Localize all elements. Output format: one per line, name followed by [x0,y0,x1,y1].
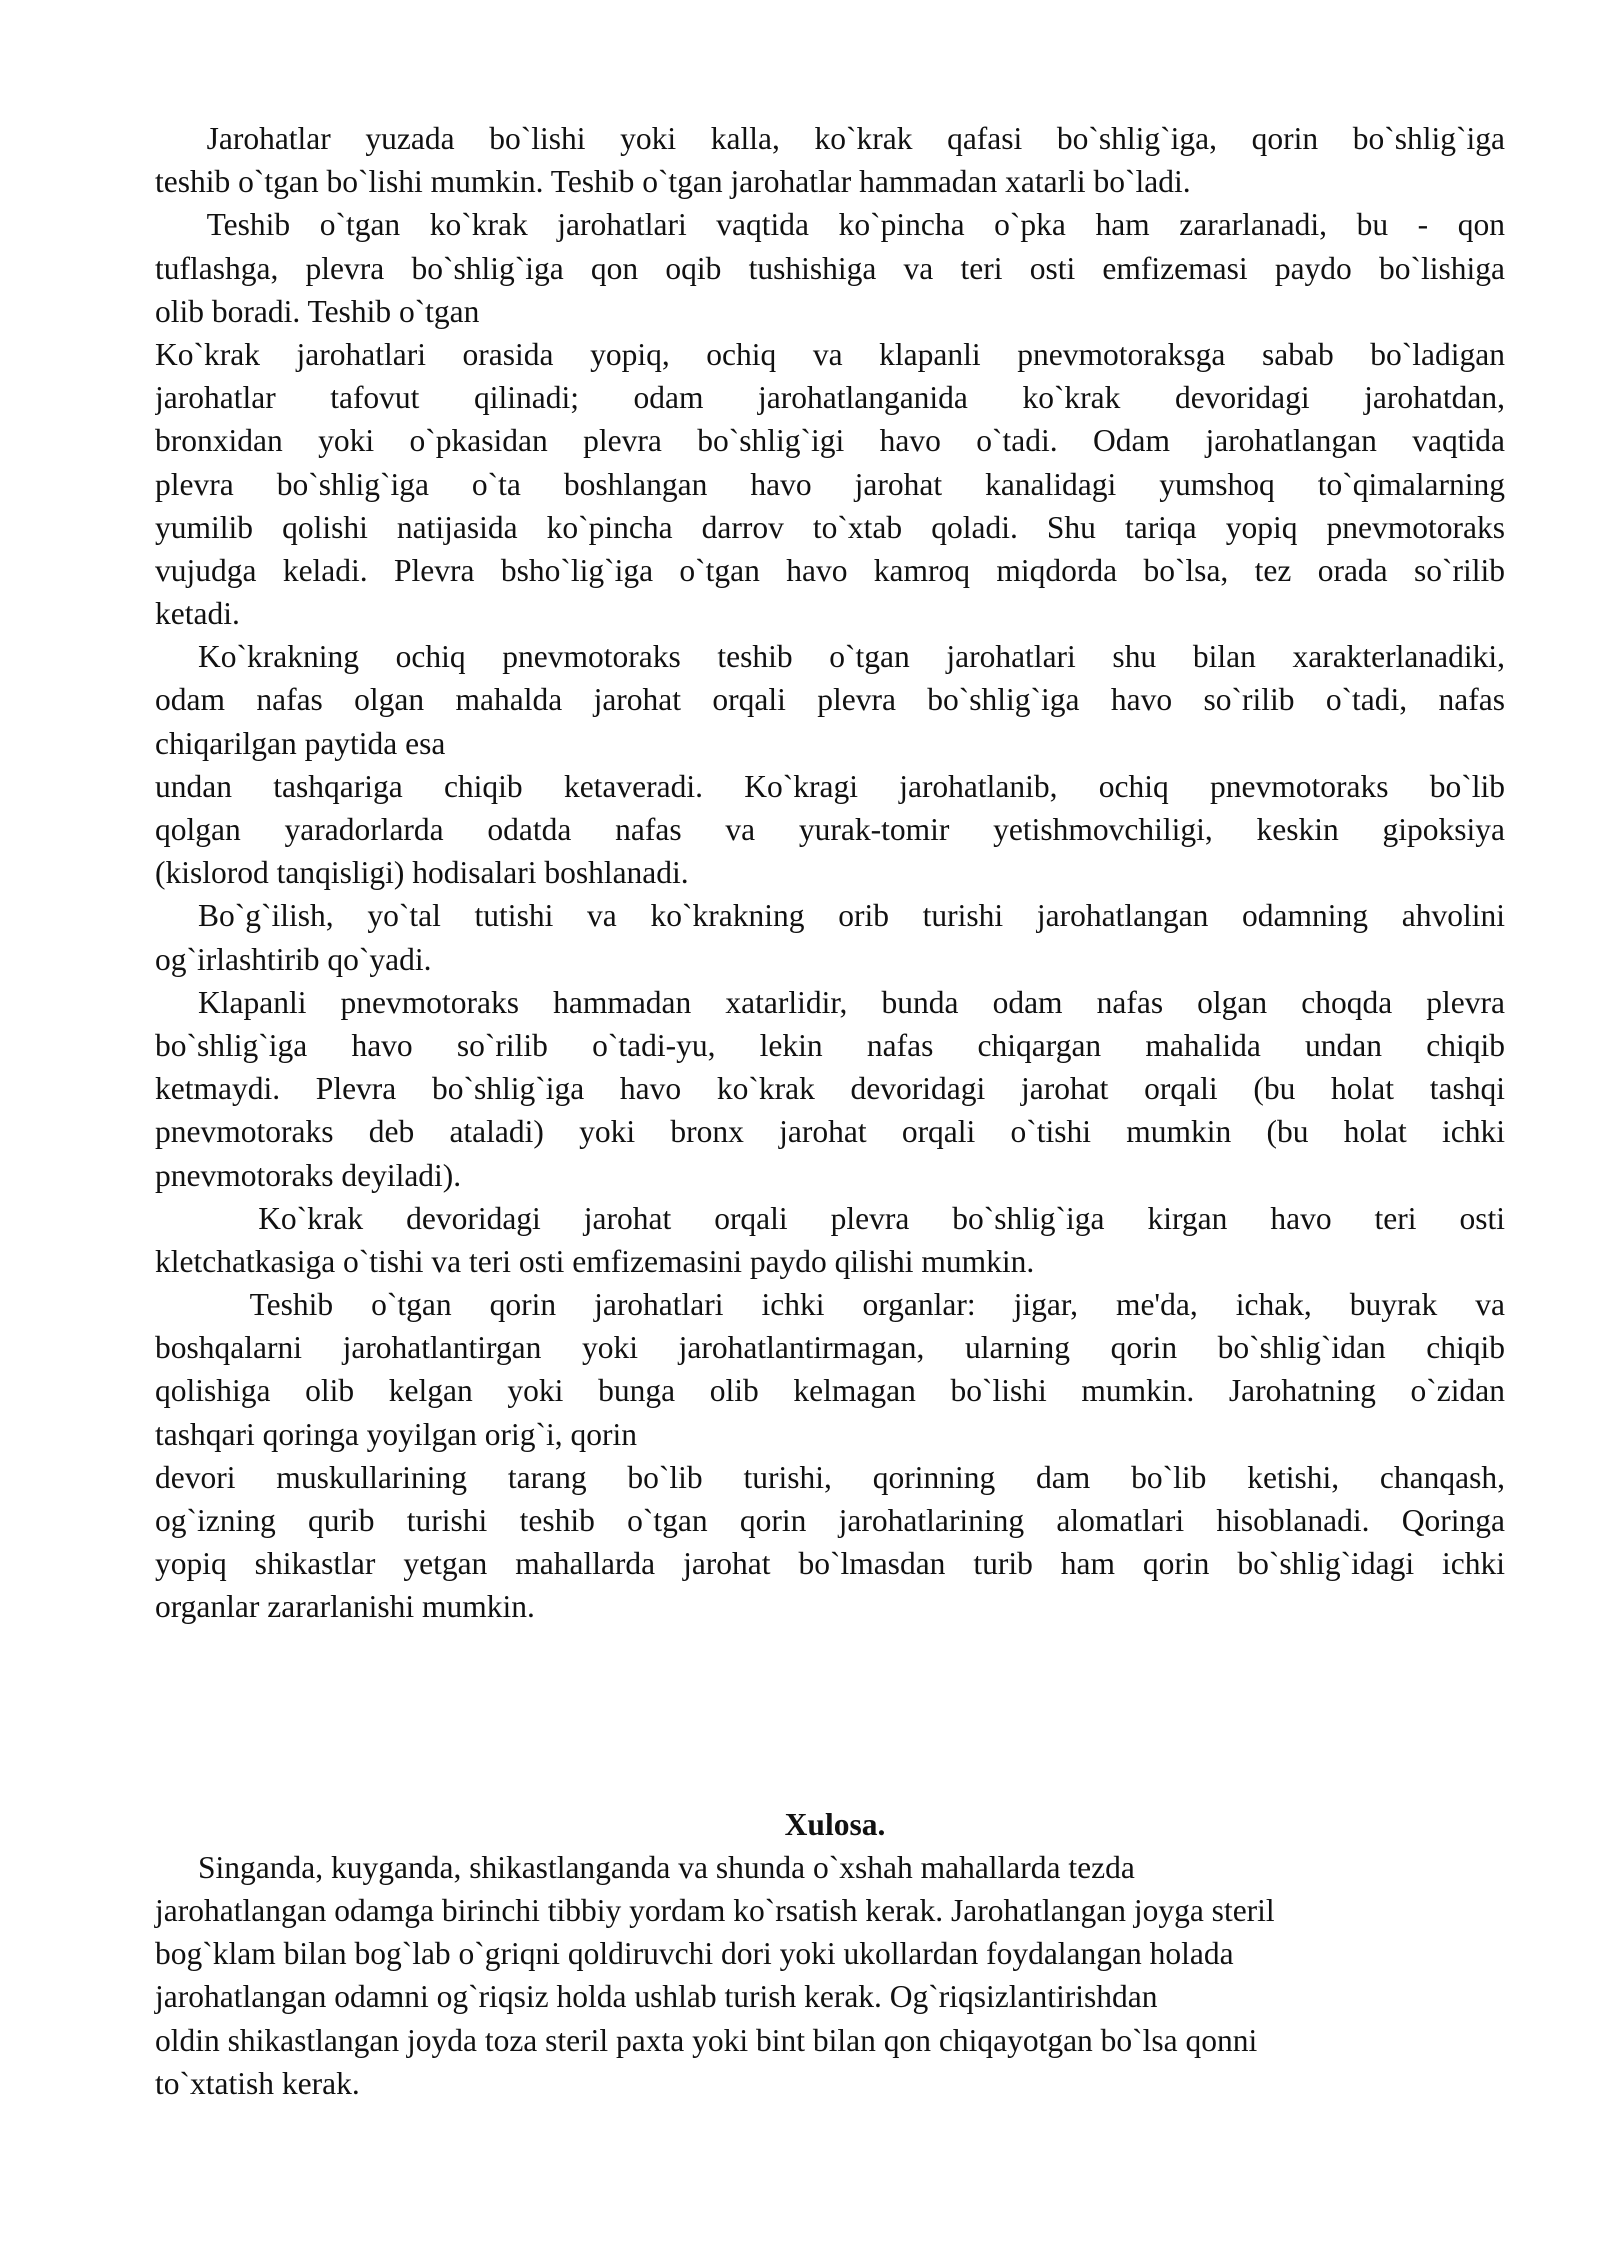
conclusion-line: Singanda, kuyganda, shikastlanganda va shunda o`xshah mahallarda tezda [198,1849,1135,1885]
text-line: tuflashga, plevra bo`shlig`iga qon oqib tushishiga va teri osti emfizemasi paydo bo`lishiga [155,250,1505,286]
text-line: olib boradi. Teshib o`tgan [155,293,480,329]
text-line: tashqari qoringa yoyilgan orig`i, qorin [155,1416,638,1452]
text-line: devori muskullarining tarang bo`lib turishi, qorinning dam bo`lib ketishi, chanqash, [155,1459,1505,1495]
text-line: Teshib o`tgan qorin jarohatlari ichki organlar: jigar, me'da, ichak, buyrak va [249,1287,1505,1323]
text-line: Jarohatlar yuzada bo`lishi yoki kalla, ko`krak qafasi bo`shlig`iga, qorin bo`shlig`iga [206,121,1505,156]
text-line: plevra bo`shlig`iga o`ta boshlangan havo jarohat kanalidagi yumshoq to`qimalarning [155,466,1505,502]
text-line: pnevmotoraks deyiladi). [155,1157,462,1193]
text-line: organlar zararlanishi mumkin. [155,1589,535,1625]
document-page [155,117,1505,2105]
text-line: yopiq shikastlar yetgan mahallarda jarohat bo`lmasdan turib ham qorin bo`shlig`idagi ichki [155,1546,1505,1582]
conclusion-line: jarohatlangan odamni og`riqsiz holda ushlab turish kerak. Og`riqsizlantirishdan [155,1979,1158,2015]
conclusion-line: bog`klam bilan bog`lab o`griqni qoldiruvchi dori yoki ukollardan foydalangan holada [155,1936,1234,1972]
section-gap [155,1629,1505,1803]
conclusion-line: jarohatlangan odamga birinchi tibbiy yordam ko`rsatish kerak. Jarohatlangan joyga steril [155,1892,1275,1928]
text-line: Klapanli pnevmotoraks hammadan xatarlidir, bunda odam nafas olgan choqda plevra [198,984,1505,1020]
text-line: undan tashqariga chiqib ketaveradi. Ko`kragi jarohatlanib, ochiq pnevmotoraks bo`lib [155,768,1505,804]
text-line: vujudga keladi. Plevra bsho`lig`iga o`tgan havo kamroq miqdorda bo`lsa, tez orada so`rilib [155,552,1505,588]
conclusion-line: to`xtatish kerak. [155,2065,360,2101]
text-line: jarohatlar tafovut qilinadi; odam jarohatlanganida ko`krak devoridagi jarohatdan, [155,380,1505,416]
text-line: qolgan yaradorlarda odatda nafas va yurak-tomir yetishmovchiligi, keskin gipoksiya [155,812,1505,847]
conclusion-text [155,1846,1505,2105]
conclusion-line: oldin shikastlangan joyda toza steril paxta yoki bint bilan qon chiqayotgan bo`lsa qonni [155,2022,1258,2058]
text-line: boshqalarni jarohatlantirgan yoki jarohatlantirmagan, ularning qorin bo`shlig`idan chiqib [155,1330,1505,1366]
text-line: kletchatkasiga o`tishi va teri osti emfizemasini paydo qilishi mumkin. [155,1243,1035,1279]
text-line: (kislorod tanqisligi) hodisalari boshlanadi. [155,855,689,891]
text-line: chiqarilgan paytida esa [155,725,446,761]
conclusion-heading: Xulosa. [784,1806,886,1842]
text-line: og`izning qurib turishi teshib o`tgan qorin jarohatlarining alomatlari hisoblanadi. Qoringa [155,1503,1505,1538]
text-line: Teshib o`tgan ko`krak jarohatlari vaqtida ko`pincha o`pka ham zararlanadi, bu - qon [206,207,1505,243]
text-line: ketmaydi. Plevra bo`shlig`iga havo ko`krak devoridagi jarohat orqali (bu holat tashqi [155,1071,1505,1107]
text-line: og`irlashtirib qo`yadi. [155,941,432,977]
body-text [155,117,1505,1629]
text-line: Ko`krak devoridagi jarohat orqali plevra bo`shlig`iga kirgan havo teri osti [258,1200,1505,1236]
text-line: yumilib qolishi natijasida ko`pincha darrov to`xtab qoladi. Shu tariqa yopiq pnevmotoraks [155,509,1505,545]
text-line: bronxidan yoki o`pkasidan plevra bo`shlig`igi havo o`tadi. Odam jarohatlangan vaqtida [155,423,1505,459]
text-line: odam nafas olgan mahalda jarohat orqali plevra bo`shlig`iga havo so`rilib o`tadi, nafas [155,682,1505,718]
text-line: bo`shlig`iga havo so`rilib o`tadi-yu, lekin nafas chiqargan mahalida undan chiqib [155,1027,1505,1063]
text-line: qolishiga olib kelgan yoki bunga olib kelmagan bo`lishi mumkin. Jarohatning o`zidan [155,1373,1505,1409]
conclusion-section [155,1803,1505,2105]
text-line: teshib o`tgan bo`lishi mumkin. Teshib o`tgan jarohatlar hammadan xatarli bo`ladi. [155,164,1191,200]
text-line: Bo`g`ilish, yo`tal tutishi va ko`krakning orib turishi jarohatlangan odamning ahvolini [198,898,1505,934]
text-line: Ko`krak jarohatlari orasida yopiq, ochiq va klapanli pnevmotoraksga sabab bo`ladigan [155,336,1505,372]
text-line: ketadi. [155,596,240,632]
text-line: Ko`krakning ochiq pnevmotoraks teshib o`tgan jarohatlari shu bilan xarakterlanadiki, [198,639,1505,675]
text-line: pnevmotoraks deb ataladi) yoki bronx jarohat orqali o`tishi mumkin (bu holat ichki [155,1114,1505,1150]
